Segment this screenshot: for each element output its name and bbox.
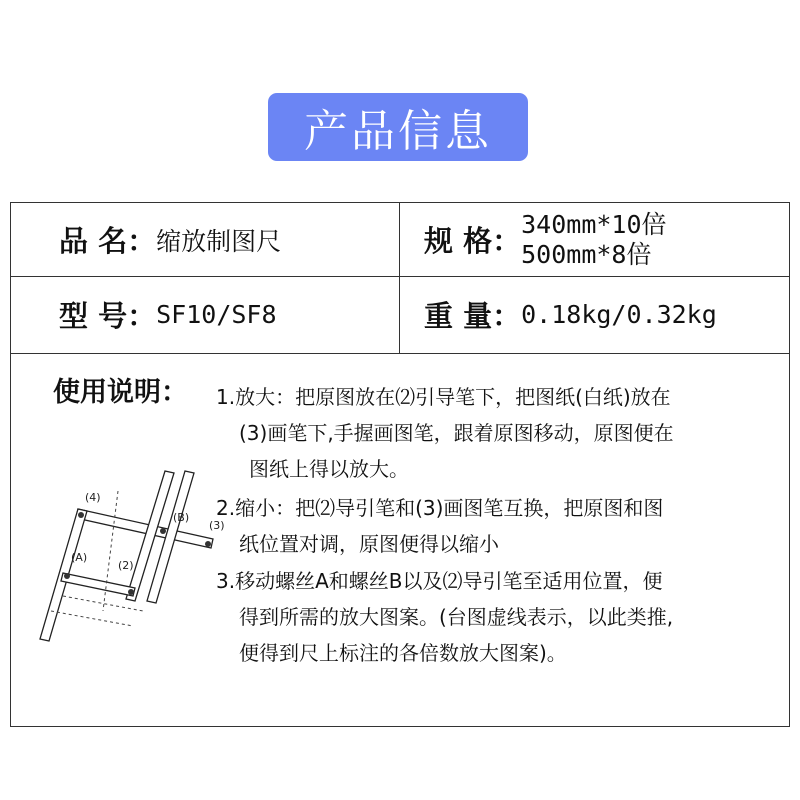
product-name-label: 品 名： — [59, 224, 157, 258]
model-value: SF10/SF8 — [156, 300, 277, 329]
diagram-label-2: (2) — [118, 559, 134, 572]
pivot-screw — [78, 512, 84, 518]
usage-line: 纸位置对调，原图便得以缩小 — [239, 532, 499, 556]
usage-line: 便得到尺上标注的各倍数放大图案)。 — [239, 641, 567, 665]
model-field — [59, 276, 277, 353]
spec-value-line: 340mm*10倍 — [521, 209, 667, 239]
pantograph-diagram — [23, 461, 228, 646]
page-title: 产品信息 — [268, 93, 528, 161]
usage-line: 1.放大：把原图放在⑵引导笔下，把图纸(白纸)放在 — [216, 385, 671, 409]
usage-line: 2.缩小：把⑵导引笔和(3)画图笔互换，把原图和图 — [216, 496, 664, 520]
product-info-table — [10, 202, 790, 727]
usage-line: (3)画笔下,手握画图笔，跟着原图移动，原图便在 — [239, 421, 674, 445]
column-divider — [399, 203, 400, 353]
product-name-field — [59, 203, 281, 276]
ruler-bar — [61, 573, 135, 596]
spec-values — [521, 210, 666, 270]
weight-field — [424, 276, 717, 353]
usage-line: 图纸上得以放大。 — [249, 457, 409, 481]
diagram-label-3: (3) — [209, 519, 225, 532]
dashed-guide — [51, 611, 133, 626]
weight-value: 0.18kg/0.32kg — [521, 300, 717, 329]
spec-label: 规 格： — [424, 224, 522, 258]
pivot-screw — [160, 528, 166, 534]
pivot-screw — [64, 573, 70, 579]
diagram-label-b: (B) — [173, 511, 190, 524]
product-name-value: 缩放制图尺 — [156, 226, 282, 256]
diagram-label-4: (4) — [85, 491, 101, 504]
spec-field — [424, 203, 667, 276]
weight-label: 重 量： — [424, 299, 522, 333]
row-divider — [11, 353, 789, 354]
spec-value-line: 500mm*8倍 — [521, 239, 652, 269]
pivot-screw — [128, 589, 134, 595]
model-label: 型 号： — [59, 299, 157, 333]
pivot-screw — [205, 541, 211, 547]
diagram-label-a: (A) — [71, 551, 88, 564]
usage-label: 使用说明： — [53, 377, 188, 408]
usage-line: 得到所需的放大图案。(台图虚线表示，以此类推, — [239, 605, 674, 629]
usage-line: 3.移动螺丝A和螺丝B以及⑵导引笔至适用位置，便 — [216, 569, 663, 593]
